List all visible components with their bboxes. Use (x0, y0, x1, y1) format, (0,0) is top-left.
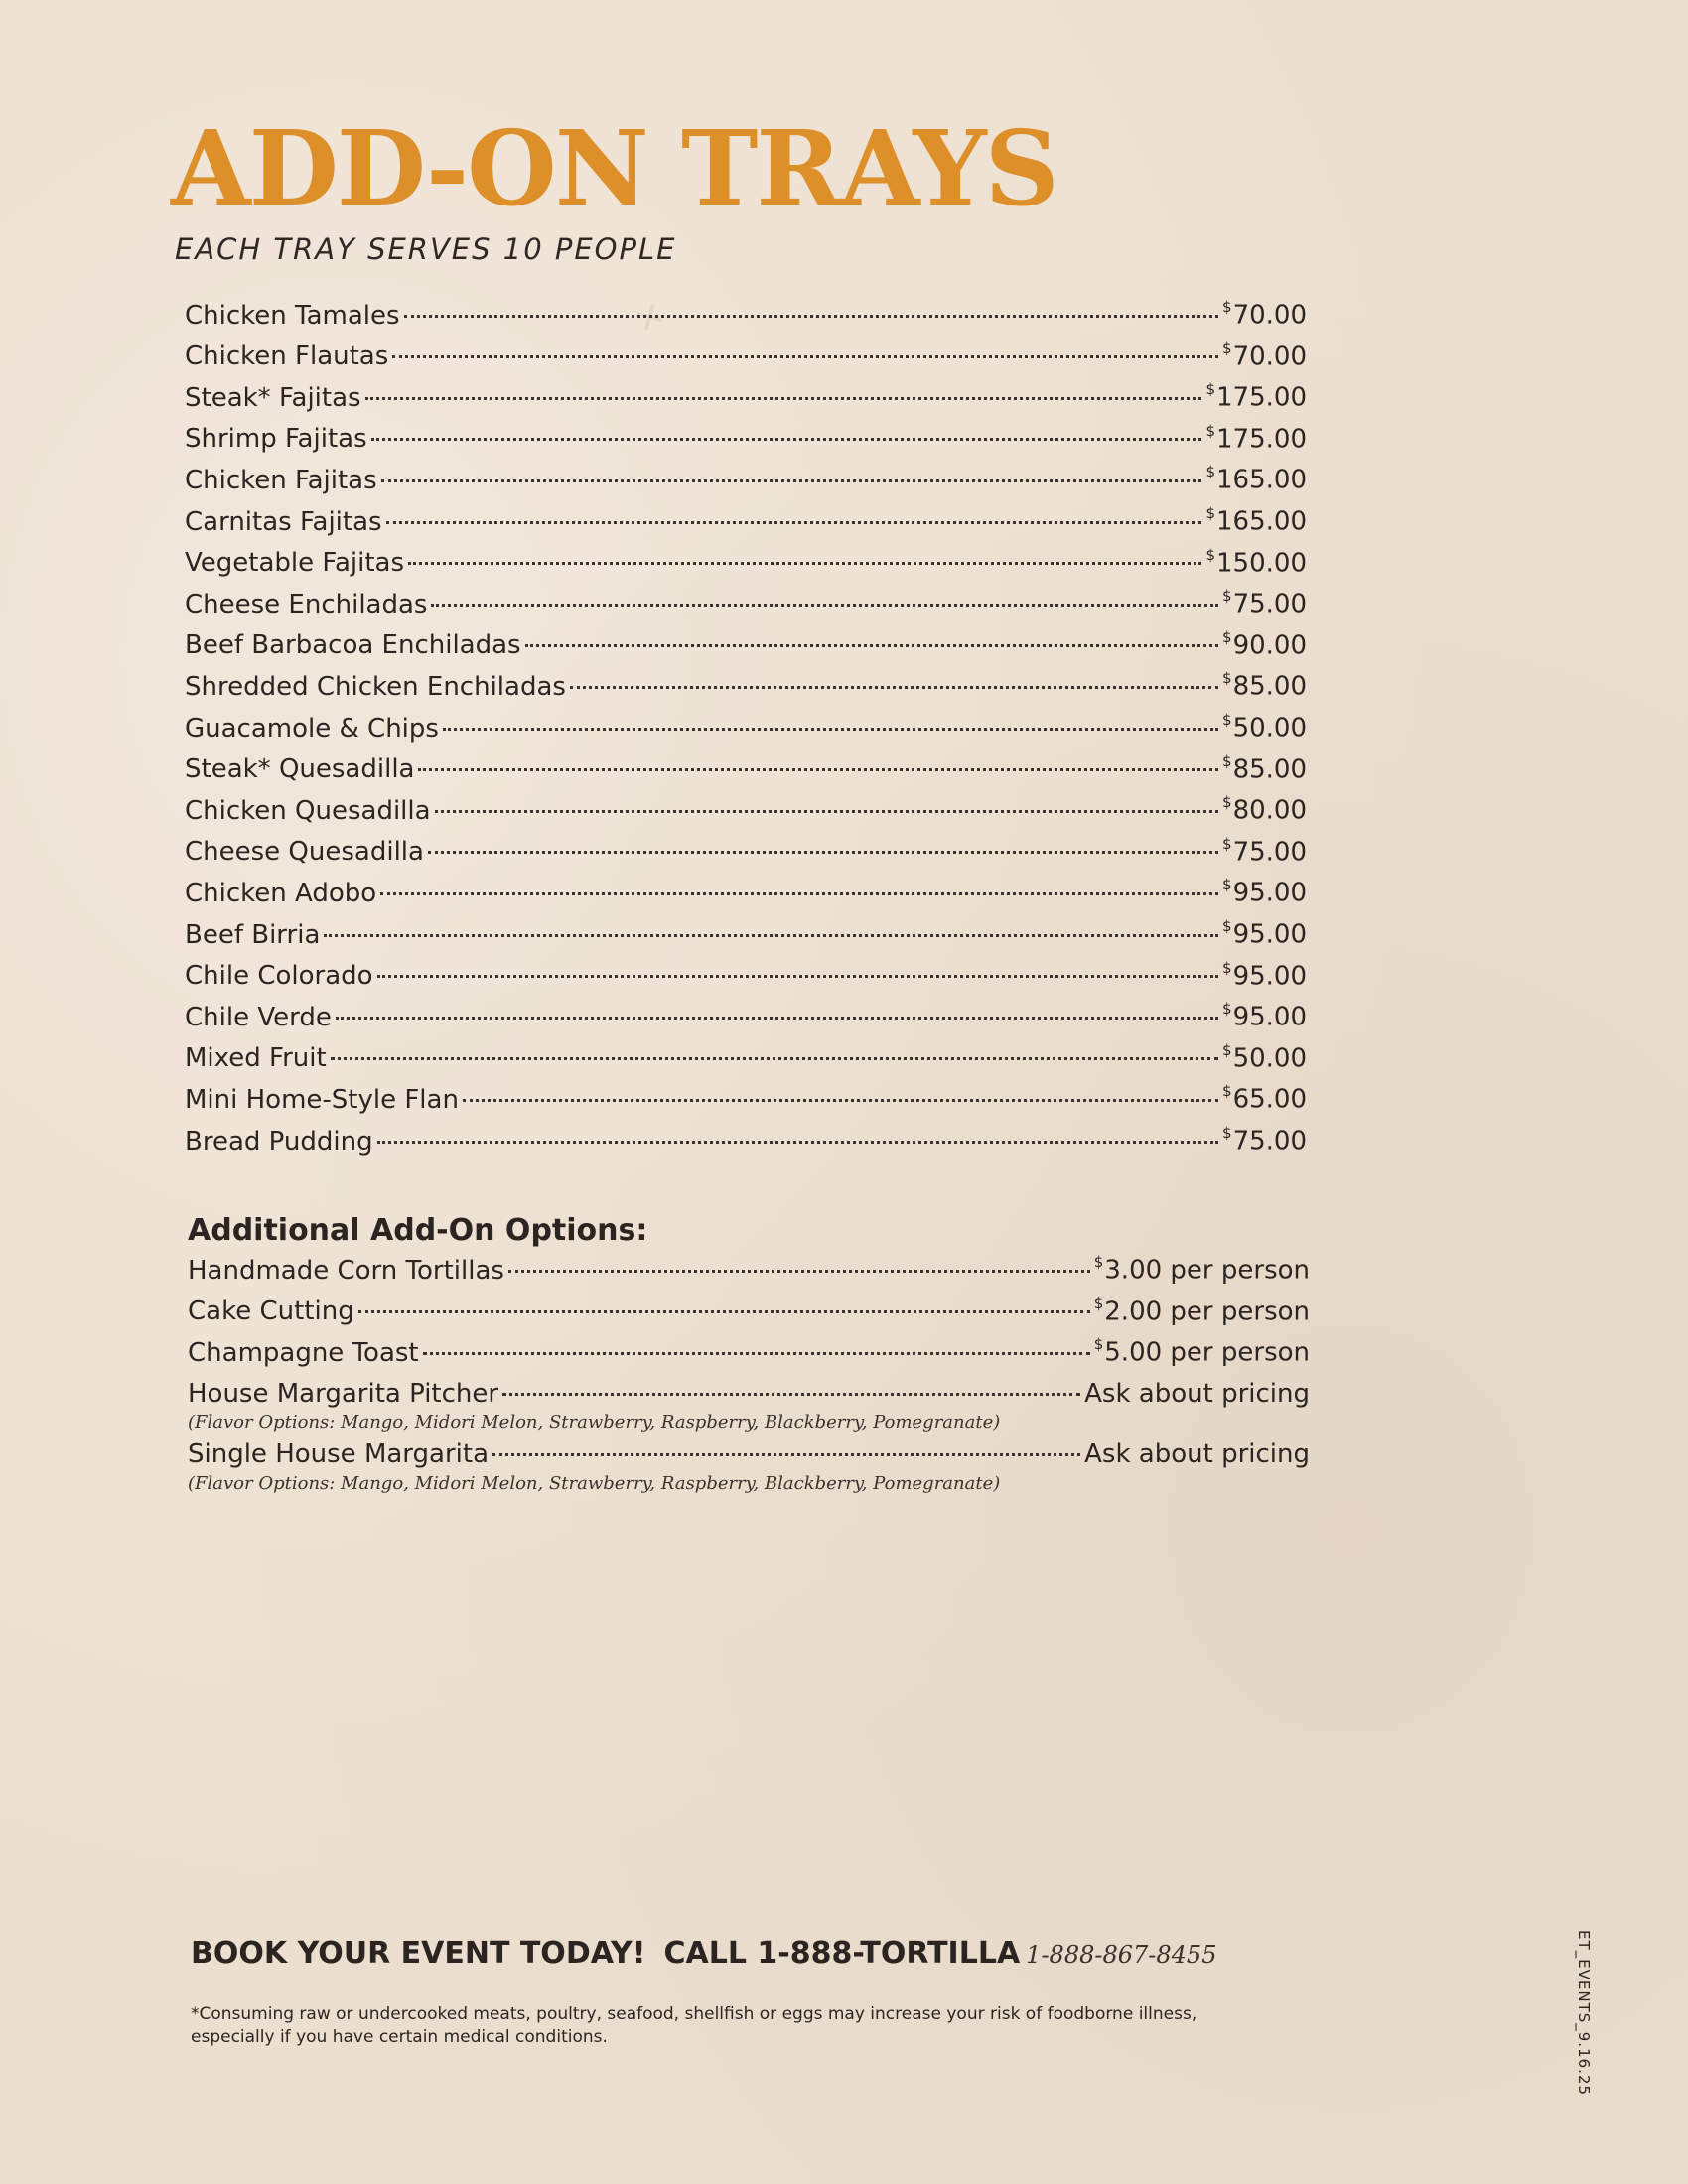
price-value: 85.00 (1232, 672, 1307, 702)
currency-symbol: $ (1222, 710, 1232, 729)
item-price (1205, 465, 1307, 495)
currency-symbol: $ (1222, 751, 1232, 770)
price-value: 5.00 per person (1104, 1337, 1310, 1368)
currency-symbol: $ (1093, 1294, 1104, 1312)
currency-symbol: $ (1222, 834, 1232, 853)
currency-symbol: $ (1222, 298, 1232, 316)
menu-item (185, 341, 1307, 383)
price-value: Ask about pricing (1084, 1439, 1310, 1470)
leader-dots (431, 604, 1218, 607)
item-price (1094, 1255, 1310, 1286)
leader-dots (386, 521, 1202, 524)
item-name: Single House Margarita (188, 1439, 490, 1470)
item-price (1222, 795, 1307, 826)
item-price (1205, 421, 1307, 455)
item-name: Chile Colorado (185, 961, 373, 992)
item-price (1222, 710, 1307, 744)
item-price (1222, 1123, 1307, 1157)
leader-dots (492, 1453, 1080, 1456)
item-price (1222, 1040, 1307, 1074)
item-price (1222, 751, 1307, 785)
price-value: Ask about pricing (1084, 1378, 1310, 1409)
menu-item (185, 1084, 1307, 1126)
leader-dots (443, 728, 1218, 731)
leader-dots (331, 1057, 1218, 1060)
price-value: 70.00 (1232, 300, 1307, 331)
phone-number: 1-888-867-8455 (1026, 1941, 1217, 1969)
currency-symbol: $ (1222, 876, 1232, 894)
item-name: Chile Verde (185, 1002, 332, 1032)
price-value: 75.00 (1232, 589, 1307, 619)
item-name: Champagne Toast (188, 1337, 419, 1368)
currency-symbol: $ (1205, 463, 1216, 481)
menu-item (185, 710, 1307, 754)
item-price (1205, 503, 1307, 537)
currency-symbol: $ (1093, 1335, 1104, 1354)
price-value: 150.00 (1216, 548, 1307, 579)
item-price (1222, 300, 1307, 331)
menu-item (185, 958, 1307, 1003)
leader-dots (525, 644, 1218, 647)
item-name: Mixed Fruit (185, 1043, 327, 1074)
price-value: 175.00 (1216, 424, 1307, 455)
leader-dots (463, 1099, 1218, 1102)
item-name: Bread Pudding (185, 1126, 373, 1157)
item-name: Vegetable Fajitas (185, 548, 404, 579)
menu-item (185, 300, 1307, 341)
item-price (1222, 627, 1307, 661)
price-value: 90.00 (1232, 630, 1307, 661)
menu-item (185, 503, 1307, 548)
currency-symbol: $ (1205, 503, 1216, 522)
price-value: 95.00 (1232, 878, 1307, 908)
currency-symbol: $ (1222, 627, 1232, 646)
leader-dots (508, 1270, 1090, 1273)
currency-symbol: $ (1222, 916, 1232, 935)
tray-menu-list (185, 300, 1307, 1166)
leader-dots (380, 892, 1218, 895)
item-name: Beef Birria (185, 919, 321, 950)
price-value: 95.00 (1232, 961, 1307, 992)
document-code: ET_EVENTS_9.16.25 (1575, 1930, 1593, 2097)
price-value: 75.00 (1232, 1126, 1307, 1157)
leader-dots (324, 934, 1218, 937)
item-price (1084, 1379, 1310, 1409)
currency-symbol: $ (1222, 1040, 1232, 1059)
leader-dots (435, 810, 1218, 813)
addon-item (188, 1255, 1310, 1297)
additional-options-heading: Additional Add-On Options: (188, 1213, 648, 1248)
item-price (1222, 341, 1307, 372)
item-price (1093, 1294, 1310, 1327)
menu-item (185, 1040, 1307, 1085)
item-price (1222, 1002, 1307, 1032)
item-price (1222, 589, 1307, 619)
menu-item (185, 627, 1307, 672)
item-price (1222, 878, 1307, 908)
item-name: Cheese Quesadilla (185, 837, 424, 868)
addon-item (188, 1337, 1310, 1379)
item-price (1205, 545, 1307, 579)
addon-item (188, 1294, 1310, 1338)
additional-options-list (188, 1255, 1310, 1501)
price-value: 75.00 (1232, 837, 1307, 868)
item-name: Cake Cutting (188, 1297, 354, 1327)
currency-symbol: $ (1222, 1123, 1232, 1142)
leader-dots (371, 438, 1202, 441)
item-name: House Margarita Pitcher (188, 1378, 499, 1409)
currency-symbol: $ (1205, 545, 1216, 564)
currency-symbol: $ (1222, 1082, 1232, 1101)
food-safety-disclaimer: *Consuming raw or undercooked meats, poultry, seafood, shellfish or eggs may increase your risk of foodborne illness, especially if you have certain medical conditions. (191, 2004, 1197, 2047)
item-price (1222, 958, 1307, 992)
item-name: Mini Home-Style Flan (185, 1084, 459, 1115)
menu-item (185, 834, 1307, 879)
price-value: 85.00 (1232, 754, 1307, 785)
price-value: 2.00 per person (1104, 1297, 1310, 1327)
menu-item (185, 1123, 1307, 1167)
currency-symbol: $ (1222, 339, 1232, 357)
leader-dots (404, 315, 1218, 318)
menu-item (185, 795, 1307, 837)
price-value: 95.00 (1232, 1002, 1307, 1032)
currency-symbol: $ (1222, 1000, 1232, 1019)
page-title: ADD-ON TRAYS (171, 107, 1057, 229)
page-subtitle: EACH TRAY SERVES 10 PEOPLE (175, 232, 677, 266)
currency-symbol: $ (1222, 587, 1232, 606)
leader-dots (428, 851, 1218, 854)
flavor-options-note: (Flavor Options: Mango, Midori Melon, Strawberry, Raspberry, Blackberry, Pomegranate) (188, 1412, 1001, 1433)
menu-item (185, 382, 1307, 424)
leader-dots (418, 768, 1218, 771)
booking-call-to-action (191, 1936, 1216, 1971)
item-name: Handmade Corn Tortillas (188, 1255, 504, 1286)
leader-dots (336, 1017, 1218, 1020)
item-price (1222, 1084, 1307, 1115)
item-price (1222, 916, 1307, 950)
item-price (1094, 1337, 1310, 1368)
price-value: 165.00 (1216, 506, 1307, 537)
item-name: Chicken Fajitas (185, 466, 377, 496)
cta-text: BOOK YOUR EVENT TODAY! (191, 1936, 646, 1971)
flavor-options-note: (Flavor Options: Mango, Midori Melon, Strawberry, Raspberry, Blackberry, Pomegranate) (188, 1472, 1001, 1494)
currency-symbol: $ (1222, 958, 1232, 977)
price-value: 50.00 (1232, 713, 1307, 744)
item-price (1205, 382, 1307, 413)
cta-call: CALL 1-888-TORTILLA (663, 1936, 1021, 1971)
leader-dots (408, 562, 1201, 565)
menu-item (185, 878, 1307, 919)
item-name: Beef Barbacoa Enchiladas (185, 630, 521, 661)
item-name: Carnitas Fajitas (185, 506, 382, 537)
menu-item (185, 421, 1307, 466)
item-name: Steak* Fajitas (185, 382, 361, 413)
leader-dots (358, 1310, 1090, 1313)
price-value: 80.00 (1232, 795, 1307, 826)
price-value: 95.00 (1232, 919, 1307, 950)
item-name: Chicken Adobo (185, 878, 377, 908)
currency-symbol: $ (1093, 1253, 1104, 1271)
menu-item (185, 751, 1307, 796)
item-name: Guacamole & Chips (185, 713, 439, 744)
item-price (1222, 671, 1307, 702)
item-name: Shrimp Fajitas (185, 424, 367, 455)
item-name: Chicken Flautas (185, 341, 389, 372)
menu-item (185, 916, 1307, 961)
item-name: Chicken Quesadilla (185, 795, 431, 826)
menu-item (185, 465, 1307, 506)
price-value: 175.00 (1216, 382, 1307, 413)
leader-dots (392, 355, 1218, 358)
price-value: 50.00 (1232, 1043, 1307, 1074)
leader-dots (423, 1352, 1090, 1355)
menu-item (185, 589, 1307, 630)
leader-dots (570, 686, 1218, 689)
leader-dots (365, 397, 1202, 400)
currency-symbol: $ (1222, 793, 1232, 812)
watermark: ✕ (627, 293, 674, 343)
item-name: Chicken Tamales (185, 300, 400, 331)
menu-item (185, 1002, 1307, 1043)
item-price (1084, 1439, 1310, 1469)
leader-dots (377, 1141, 1218, 1144)
price-value: 3.00 per person (1104, 1255, 1310, 1286)
menu-item (185, 671, 1307, 713)
price-value: 65.00 (1232, 1084, 1307, 1115)
currency-symbol: $ (1222, 669, 1232, 688)
currency-symbol: $ (1205, 380, 1216, 399)
leader-dots (381, 479, 1202, 482)
price-value: 165.00 (1216, 466, 1307, 496)
leader-dots (377, 975, 1218, 978)
item-name: Shredded Chicken Enchiladas (185, 672, 566, 702)
price-value: 70.00 (1232, 341, 1307, 372)
currency-symbol: $ (1205, 421, 1216, 440)
item-name: Cheese Enchiladas (185, 589, 428, 619)
item-name: Steak* Quesadilla (185, 754, 415, 785)
menu-item (185, 545, 1307, 590)
leader-dots (502, 1393, 1080, 1396)
item-price (1222, 834, 1307, 868)
